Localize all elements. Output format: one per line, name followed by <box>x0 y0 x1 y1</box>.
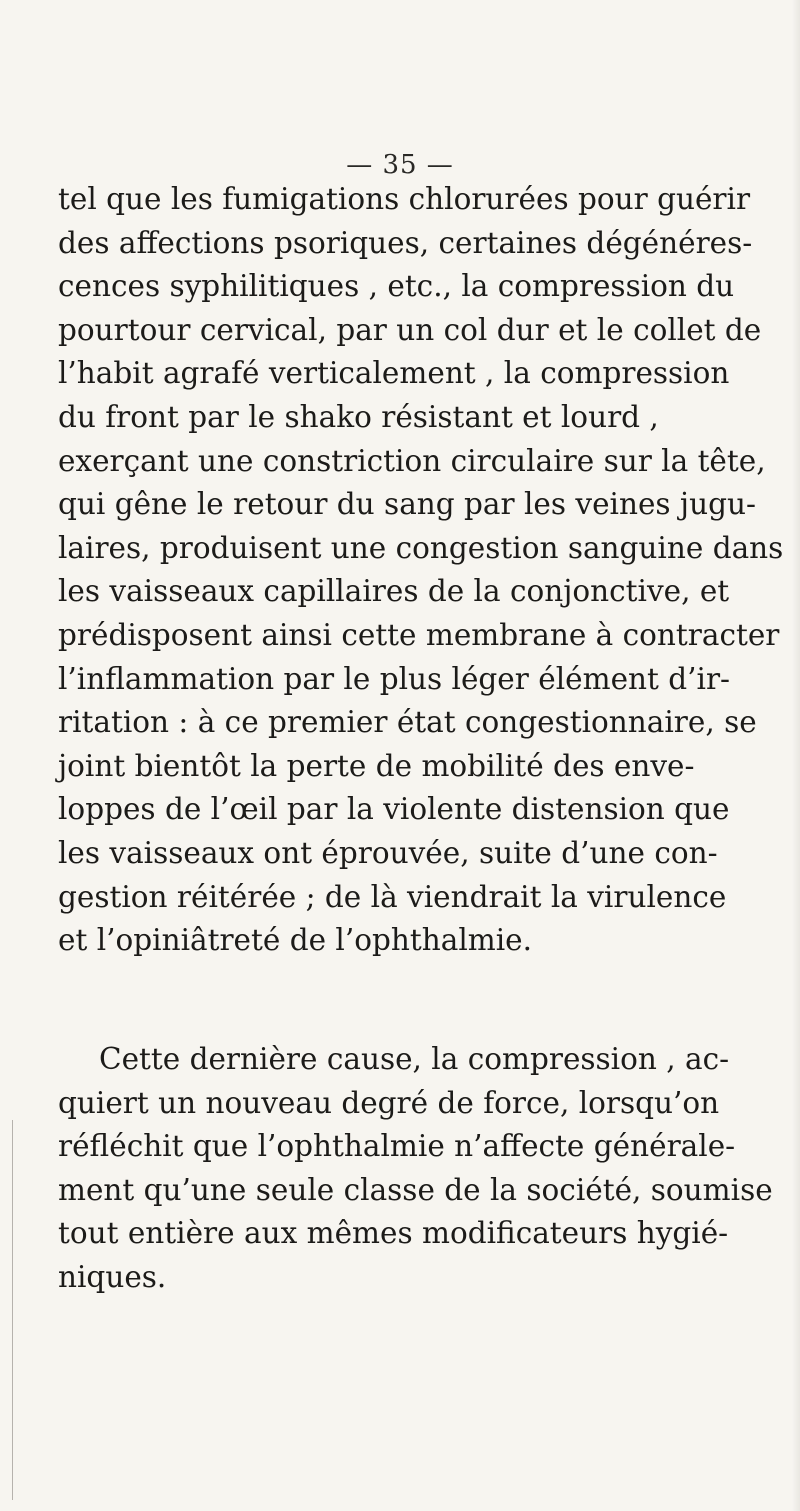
text-line: Cette dernière cause, la compression , ac- <box>99 1042 730 1076</box>
text-line: niques. <box>58 1259 167 1294</box>
text-line: du front par le shako résistant et lourd , <box>58 399 659 434</box>
text-line: l’habit agrafé verticalement , la compression <box>58 356 730 391</box>
page-edge-shadow <box>792 0 800 1511</box>
text-line: l’inflammation par le plus léger élément d’ir- <box>58 661 731 696</box>
text-line: laires, produisent une congestion sanguine dans <box>58 530 784 565</box>
text-line: joint bientôt la perte de mobilité des enve- <box>58 748 695 783</box>
text-line: et l’opiniâtreté de l’ophthalmie. <box>58 923 533 958</box>
text-line: loppes de l’œil par la violente distension que <box>58 792 730 827</box>
text-line: prédisposent ainsi cette membrane à contracter <box>58 617 780 652</box>
text-line: réfléchit que l’ophthalmie n’affecte générale- <box>58 1129 736 1164</box>
text-line: les vaisseaux ont éprouvée, suite d’une con- <box>58 835 718 870</box>
paragraph-1 <box>58 178 800 963</box>
page-edge-mark <box>12 1120 13 1500</box>
text-line: quiert un nouveau degré de force, lorsqu’on <box>58 1085 720 1120</box>
text-line: ment qu’une seule classe de la société, soumise <box>58 1172 773 1207</box>
text-line: les vaisseaux capillaires de la conjonctive, et <box>58 574 730 609</box>
text-line: cences syphilitiques , etc., la compression du <box>58 269 735 304</box>
paragraph-2 <box>58 1038 800 1300</box>
page-number: — 35 — <box>346 150 454 180</box>
text-line: ritation : à ce premier état congestionnaire, se <box>58 705 757 740</box>
text-line: tel que les fumigations chlorurées pour guérir <box>58 182 751 216</box>
text-line: gestion réitérée ; de là viendrait la virulence <box>58 879 727 914</box>
text-line: qui gêne le retour du sang par les veines jugu- <box>58 487 756 522</box>
text-line: exerçant une constriction circulaire sur la tête, <box>58 443 766 478</box>
text-line: pourtour cervical, par un col dur et le collet de <box>58 312 762 347</box>
text-line: tout entière aux mêmes modificateurs hygié- <box>58 1216 729 1251</box>
text-line: des affections psoriques, certaines dégénéres- <box>58 225 753 260</box>
